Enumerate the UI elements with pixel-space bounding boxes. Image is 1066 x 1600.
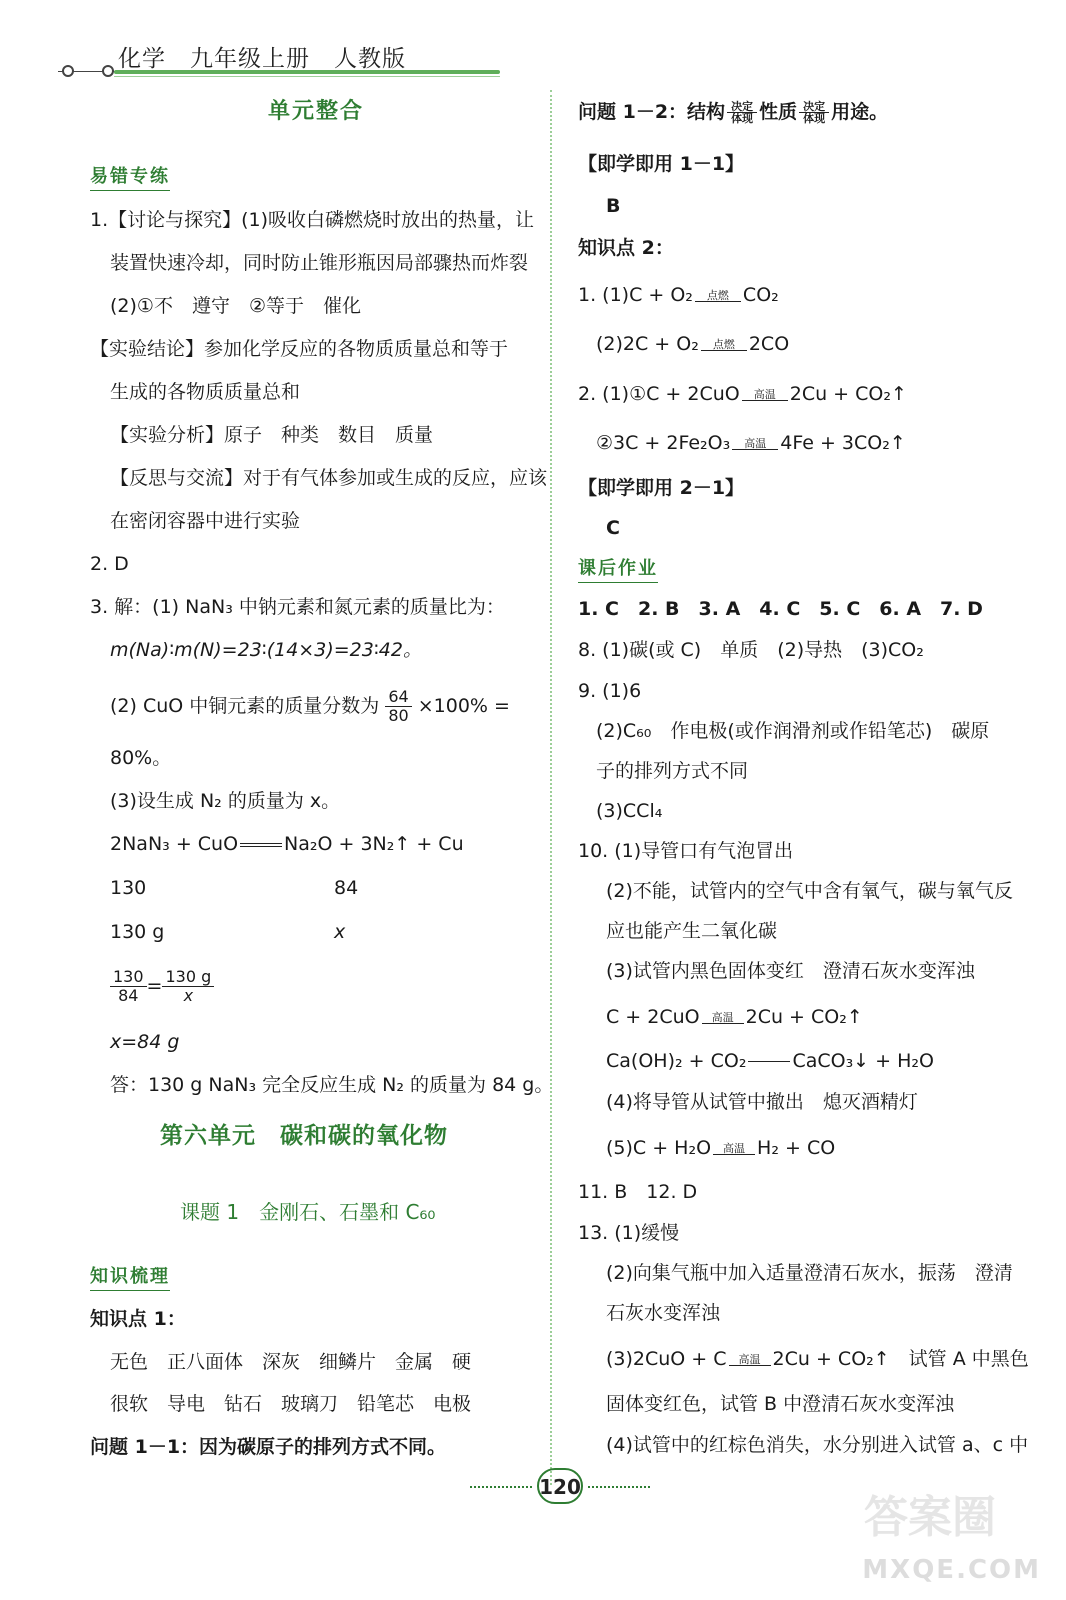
hw-1-7: 1. C 2. B 3. A 4. C 5. C 6. A 7. D bbox=[578, 598, 983, 620]
tag-kehou: 课后作业 bbox=[578, 554, 658, 583]
q2-answer: 2. D bbox=[90, 553, 129, 575]
eq-bar2 bbox=[240, 846, 282, 847]
q3-eq-products: Na₂O + 3N₂↑ + Cu bbox=[284, 833, 464, 855]
q1-line1: 1.【讨论与探究】(1)吸收白磷燃烧时放出的热量，让 bbox=[90, 209, 535, 231]
q3-eq-reactants: 2NaN₃ + CuO bbox=[110, 833, 239, 855]
q3-line3-text: (2) CuO 中铜元素的质量分数为 bbox=[110, 695, 380, 717]
q3-f1-den: 84 bbox=[118, 986, 139, 1005]
header-circle-right bbox=[102, 65, 114, 77]
hw-10-2: (2)不能，试管内的空气中含有氧气，碳与氧气反 bbox=[606, 880, 1013, 902]
p12-text1: 问题 1－2：结构 bbox=[578, 101, 726, 123]
p12-top1: 决定 bbox=[731, 100, 754, 113]
h10-6-equals bbox=[748, 1061, 790, 1062]
hw-13-2: (2)向集气瓶中加入适量澄清石灰水，振荡 澄清 bbox=[606, 1262, 1013, 1284]
q3-ratio2-a: 130 g bbox=[110, 921, 165, 943]
hw-8: 8. (1)碳(或 C) 单质 (2)导热 (3)CO₂ bbox=[578, 639, 924, 661]
h10-5-reactants: C + 2CuO bbox=[606, 1006, 700, 1028]
p12-arrow2 bbox=[799, 101, 829, 124]
hw-11-12: 11. B 12. D bbox=[578, 1181, 698, 1203]
r2-cond-text: 点燃 bbox=[712, 337, 735, 351]
r2-cond bbox=[701, 339, 747, 351]
q3-frac1 bbox=[110, 968, 147, 1005]
r4-cond-text: 高温 bbox=[744, 436, 767, 450]
problem-1-1: 问题 1－1：因为碳原子的排列方式不同。 bbox=[90, 1436, 447, 1458]
unit-title: 第六单元 碳和碳的氧化物 bbox=[160, 1123, 448, 1149]
hw-10-3: 应也能产生二氧化碳 bbox=[606, 920, 778, 942]
hw-10-6 bbox=[606, 1049, 934, 1073]
r4-products: 4Fe + 3CO₂↑ bbox=[780, 432, 906, 454]
r2-products: 2CO bbox=[748, 333, 790, 355]
h10-5-cond-text: 高温 bbox=[711, 1010, 734, 1024]
tag-yicuo: 易错专练 bbox=[90, 162, 170, 191]
h10-8-products: H₂ + CO bbox=[757, 1137, 836, 1159]
reaction-2 bbox=[596, 332, 789, 356]
q3-line1: 3. 解：(1) NaN₃ 中钠元素和氮元素的质量比为： bbox=[90, 596, 505, 618]
p12-text3: 用途。 bbox=[831, 101, 889, 123]
h13-4-cond bbox=[729, 1354, 771, 1366]
reaction-3 bbox=[578, 382, 907, 406]
q3-answer: 答：130 g NaN₃ 完全反应生成 N₂ 的质量为 84 g。 bbox=[110, 1074, 554, 1096]
column-divider bbox=[550, 90, 552, 1485]
answer-b: B bbox=[606, 195, 621, 217]
hw-13-3: 石灰水变浑浊 bbox=[606, 1302, 721, 1324]
kp1-line2: 很软 导电 钻石 玻璃刀 铅笔芯 电极 bbox=[110, 1393, 472, 1415]
r3-products: 2Cu + CO₂↑ bbox=[789, 383, 907, 405]
p12-arrow1 bbox=[727, 101, 757, 124]
q3-line5: (3)设生成 N₂ 的质量为 x。 bbox=[110, 790, 341, 812]
r4-cond bbox=[732, 438, 778, 450]
q1-line8: 在密闭容器中进行实验 bbox=[110, 510, 301, 532]
q3-frac-num: 64 bbox=[385, 688, 411, 707]
section-title: 单元整合 bbox=[268, 99, 365, 124]
q3-x-value: x=84 g bbox=[110, 1031, 180, 1053]
q1-line3: (2)①不 遵守 ②等于 催化 bbox=[110, 295, 361, 317]
hw-10-4: (3)试管内黑色固体变红 澄清石灰水变浑浊 bbox=[606, 960, 975, 982]
q1-line6: 【实验分析】原子 种类 数目 质量 bbox=[110, 424, 434, 446]
q1-line5: 生成的各物质质量总和 bbox=[110, 381, 301, 403]
hw-10-5 bbox=[606, 1005, 863, 1029]
watermark-logo: 答案圈 bbox=[864, 1492, 996, 1543]
hw-13-6: (4)试管中的红棕色消失，水分别进入试管 a、c 中 bbox=[606, 1434, 1029, 1456]
r3-reactants: 2. (1)①C + 2CuO bbox=[578, 383, 740, 405]
q3-f1-num: 130 bbox=[110, 968, 147, 987]
hw-10-7: (4)将导管从试管中撤出 熄灭酒精灯 bbox=[606, 1091, 918, 1113]
h10-5-cond bbox=[702, 1012, 744, 1024]
q3-f2-num: 130 g bbox=[162, 968, 214, 987]
r2-reactants: (2)2C + O₂ bbox=[596, 333, 699, 355]
hw-13-5: 固体变红色，试管 B 中澄清石灰水变浑浊 bbox=[606, 1393, 955, 1415]
hw-9-4: (3)CCl₄ bbox=[596, 800, 663, 822]
hw-13-4 bbox=[606, 1347, 1029, 1371]
q1-line2: 装置快速冷却，同时防止锥形瓶因局部骤热而炸裂 bbox=[110, 252, 529, 274]
h10-8-cond-text: 高温 bbox=[723, 1141, 746, 1155]
jixue-1-1: 【即学即用 1－1】 bbox=[578, 153, 745, 175]
h10-6-reactants: Ca(OH)₂ + CO₂ bbox=[606, 1050, 747, 1072]
r4-reactants: ②3C + 2Fe₂O₃ bbox=[596, 432, 731, 454]
q3-f2-den: x bbox=[183, 986, 194, 1005]
page-number: 120 bbox=[537, 1468, 583, 1504]
h10-6-products: CaCO₃↓ + H₂O bbox=[792, 1050, 934, 1072]
hw-10-1: 10. (1)导管口有气泡冒出 bbox=[578, 840, 794, 862]
q3-equation bbox=[110, 832, 464, 856]
r3-cond-text: 高温 bbox=[753, 387, 776, 401]
q3-ratio2-b: x bbox=[334, 921, 346, 943]
h10-8-reactants: (5)C + H₂O bbox=[606, 1137, 712, 1159]
h10-6-bar bbox=[748, 1061, 790, 1062]
header-title: 化学 九年级上册 人教版 bbox=[118, 46, 406, 72]
p12-bot1: 体现 bbox=[731, 112, 754, 125]
q1-line4: 【实验结论】参加化学反应的各物质质量总和等于 bbox=[90, 338, 509, 360]
h13-4-cond-text: 高温 bbox=[738, 1352, 761, 1366]
h10-8-cond bbox=[713, 1143, 755, 1155]
q3-proportion: $\frac{130}{84}$ = $\frac{130 g}{x}$ bbox=[110, 968, 214, 1005]
lesson-title: 课题 1 金刚石、石墨和 C₆₀ bbox=[180, 1200, 436, 1224]
h13-4-reactants: (3)2CuO + C bbox=[606, 1348, 727, 1370]
hw-10-8 bbox=[606, 1136, 835, 1160]
h13-4-products: 2Cu + CO₂↑ 试管 A 中黑色 bbox=[772, 1348, 1029, 1370]
eq-bar bbox=[240, 843, 282, 844]
r1-cond-text: 点燃 bbox=[706, 288, 729, 302]
r3-cond bbox=[742, 389, 788, 401]
answer-c: C bbox=[606, 517, 620, 539]
q1-line7: 【反思与交流】对于有气体参加或生成的反应，应该 bbox=[110, 467, 548, 489]
q3-ratio1-b: 84 bbox=[334, 877, 359, 899]
p12-bot2: 体现 bbox=[803, 112, 826, 125]
r1-products: CO₂ bbox=[742, 284, 779, 306]
q3-line3-tail: ×100% = bbox=[417, 695, 510, 717]
header-circle-left bbox=[62, 65, 74, 77]
watermark-text: MXQE.COM bbox=[862, 1555, 1041, 1585]
q3-line2: m(Na)∶m(N)=23∶(14×3)=23∶42。 bbox=[110, 639, 422, 661]
q3-fraction bbox=[385, 688, 411, 725]
page-dots-right bbox=[588, 1486, 650, 1488]
hw-9-3: 子的排列方式不同 bbox=[596, 760, 749, 782]
jixue-2-1: 【即学即用 2－1】 bbox=[578, 477, 745, 499]
q3-line4: 80%。 bbox=[110, 747, 172, 769]
problem-1-2 bbox=[578, 100, 888, 124]
page-header bbox=[58, 36, 503, 86]
kp2-title: 知识点 2： bbox=[578, 237, 674, 259]
hw-9-1: 9. (1)6 bbox=[578, 680, 642, 702]
hw-13-1: 13. (1)缓慢 bbox=[578, 1222, 680, 1244]
q3-frac2 bbox=[162, 968, 214, 1005]
reaction-4 bbox=[596, 431, 906, 455]
equals-sign bbox=[240, 843, 282, 847]
q3-ratio1-a: 130 bbox=[110, 877, 147, 899]
r1-reactants: 1. (1)C + O₂ bbox=[578, 284, 693, 306]
page-dots-left bbox=[470, 1486, 532, 1488]
header-green-thin-line bbox=[114, 76, 500, 77]
tag-zhishi: 知识梳理 bbox=[90, 1262, 170, 1291]
r1-cond bbox=[695, 290, 741, 302]
q3-line3 bbox=[110, 688, 510, 725]
kp1-line1: 无色 正八面体 深灰 细鳞片 金属 硬 bbox=[110, 1351, 472, 1373]
p12-top2: 决定 bbox=[803, 100, 826, 113]
kp1-title: 知识点 1： bbox=[90, 1308, 186, 1330]
reaction-1 bbox=[578, 283, 779, 307]
h10-5-products: 2Cu + CO₂↑ bbox=[745, 1006, 863, 1028]
hw-9-2: (2)C₆₀ 作电极(或作润滑剂或作铅笔芯) 碳原 bbox=[596, 720, 990, 742]
p12-text2: 性质 bbox=[759, 101, 798, 123]
q3-frac-den: 80 bbox=[388, 706, 409, 725]
